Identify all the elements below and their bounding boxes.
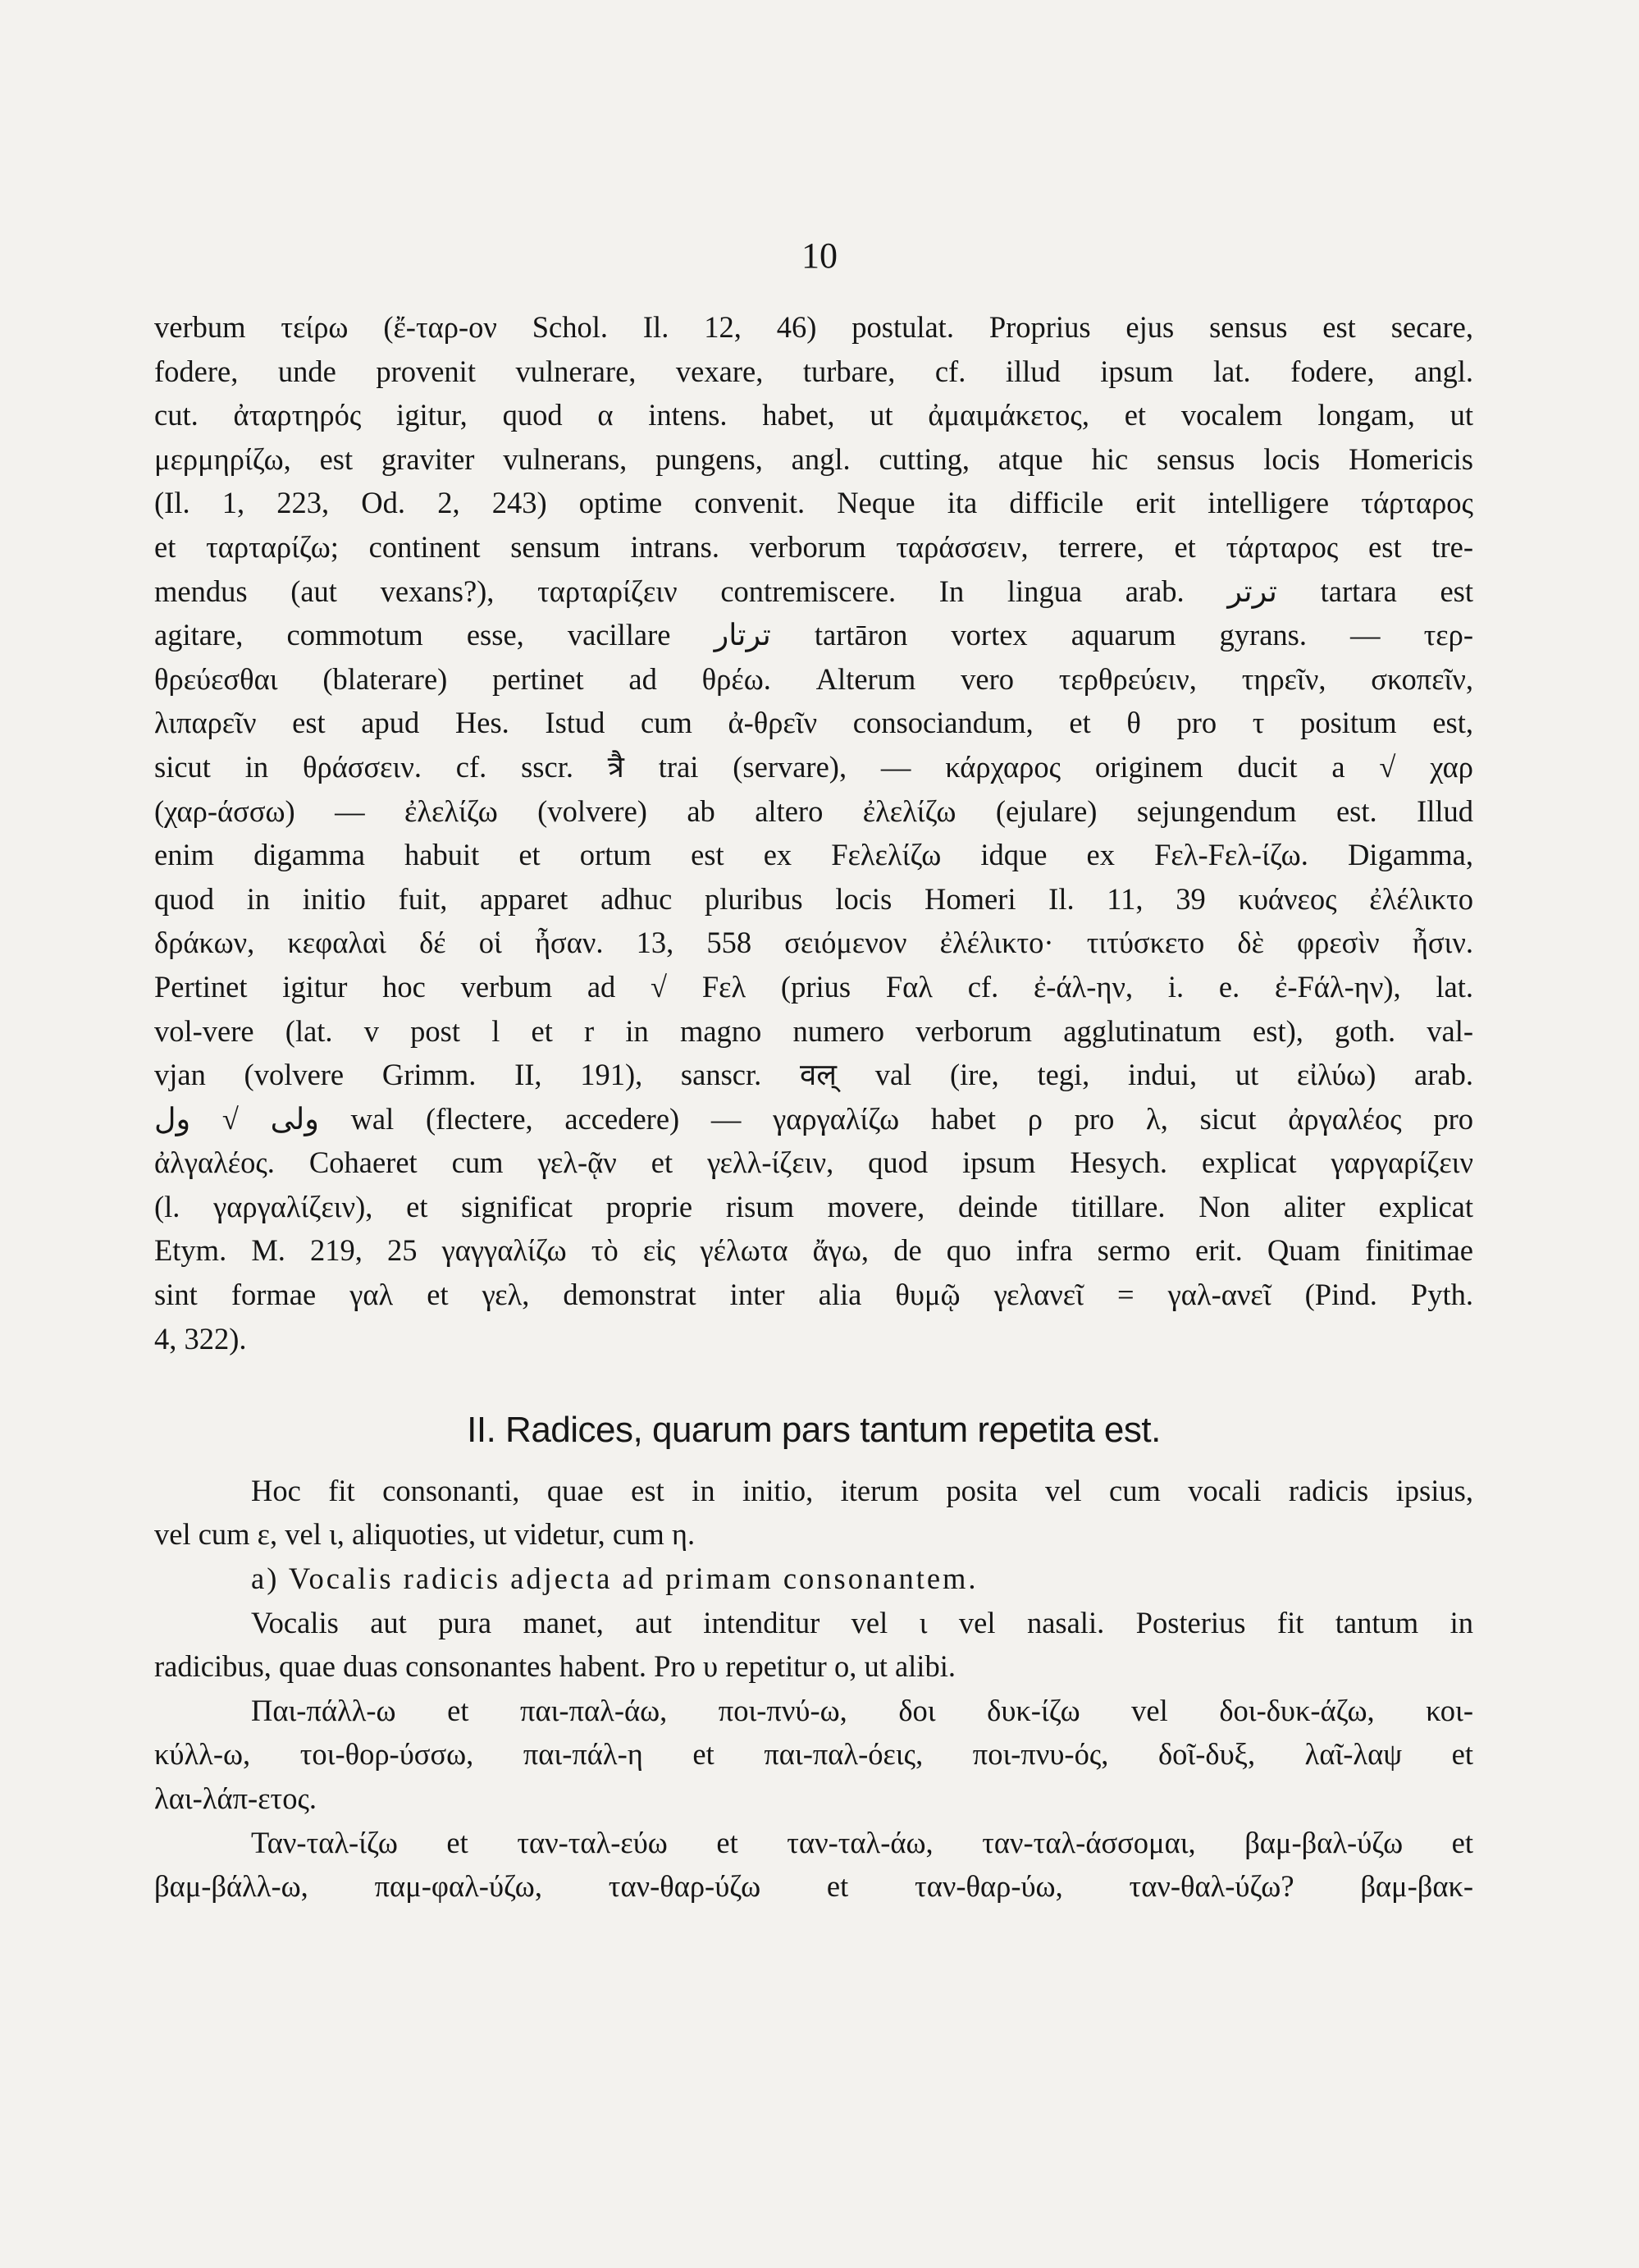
subsection-heading — [154, 1557, 1473, 1601]
text-line: cut. ἀταρτηρός igitur, quod α intens. habet, ut ἀμαιμάκετος, et vocalem longam, ut — [154, 398, 1473, 432]
text-line: radicibus, quae duas consonantes habent. Pro υ repetitur ο, ut alibi. — [154, 1649, 956, 1684]
paragraph-3 — [154, 1601, 1473, 1689]
text-line: Pertinet igitur hoc verbum ad √ Fελ (prius Fαλ cf. ἐ-άλ-ην, i. e. ἐ-Fάλ-ην), lat. — [154, 969, 1473, 1004]
text-line: ولى √ ول wal (flectere, accedere) — γαργαλίζω habet ρ pro λ, sicut ἀργαλέος pro — [154, 1101, 1473, 1136]
text-line: (l. γαργαλίζειν), et significat proprie risum movere, deinde titillare. Non aliter explicat — [154, 1189, 1473, 1223]
text-line: vjan (volvere Grimm. II, 191), sanscr. वल् val (ire, tegi, indui, ut εἰλύω) arab. — [154, 1058, 1473, 1092]
subsection-heading-text: a) Vocalis radicis adjecta ad primam consonantem. — [251, 1562, 979, 1596]
text-line: λιπαρεῖν est apud Hes. Istud cum ἀ-θρεῖν consociandum, et θ pro τ positum est, — [154, 706, 1473, 740]
text-line: sint formae γαλ et γελ, demonstrat inter alia θυμῷ γελανεῖ = γαλ-ανεῖ (Pind. Pyth. — [154, 1278, 1473, 1312]
paragraph-5 — [154, 1821, 1473, 1909]
text-line: βαμ-βάλλ-ω, παμ-φαλ-ύζω, ταν-θαρ-ύζω et ταν-θαρ-ύω, ταν-θαλ-ύζω? βαμ-βακ- — [154, 1869, 1473, 1904]
text-line: Hoc fit consonanti, quae est in initio, iterum posita vel cum vocali radicis ipsius, — [251, 1473, 1473, 1507]
text-line: mendus (aut vexans?), ταρταρίζειν contremiscere. In lingua arab. ترتر tartara est — [154, 574, 1473, 608]
text-line: et ταρταρίζω; continent sensum intrans. verborum ταράσσειν, terrere, et τάρταρος est tre- — [154, 529, 1473, 564]
paragraph-1 — [154, 305, 1473, 1360]
text-line: quod in initio fuit, apparet adhuc pluribus locis Homeri Il. 11, 39 κυάνεος ἐλέλικτο — [154, 881, 1473, 916]
text-line: μερμηρίζω, est graviter vulnerans, pungens, angl. cutting, atque hic sensus locis Homericis — [154, 441, 1473, 476]
text-line: (Il. 1, 223, Od. 2, 243) optime convenit. Neque ita difficile erit intelligere τάρταρος — [154, 486, 1473, 520]
text-line: λαι-λάπ-ετος. — [154, 1781, 317, 1815]
text-line: enim digamma habuit et ortum est ex Fελελίζω idque ex Fελ-Fελ-ίζω. Digamma, — [154, 838, 1473, 872]
text-line: Etym. M. 219, 25 γαγγαλίζω τὸ εἰς γέλωτα ἄγω, de quo infra sermo erit. Quam finitimae — [154, 1233, 1473, 1268]
text-line: (χαρ-άσσω) — ἐλελίζω (volvere) ab altero ἐλελίζω (ejulare) sejungendum est. Illud — [154, 793, 1473, 828]
page-number: 10 — [801, 235, 838, 276]
text-line: δράκων, κεφαλαὶ δέ οἱ ἦσαν. 13, 558 σειόμενον ἐλέλικτο· τιτύσκετο δὲ φρεσὶν ἦσιν. — [154, 926, 1473, 960]
text-line: θρεύεσθαι (blaterare) pertinet ad θρέω. Alterum vero τερθρεύειν, τηρεῖν, σκοπεῖν, — [154, 661, 1473, 696]
text-line: Παι-πάλλ-ω et παι-παλ-άω, ποι-πνύ-ω, δοι δυκ-ίζω vel δοι-δυκ-άζω, κοι- — [251, 1693, 1473, 1727]
paragraph-2 — [154, 1469, 1473, 1557]
text-line: agitare, commotum esse, vacillare ترتار tartāron vortex aquarum gyrans. — τερ- — [154, 618, 1473, 652]
text-line: verbum τείρω (ἔ-ταρ-ον Schol. Il. 12, 46) postulat. Proprius ejus sensus est secare, — [154, 310, 1473, 344]
text-line: κύλλ-ω, τοι-θορ-ύσσω, παι-πάλ-η et παι-παλ-όεις, ποι-πνυ-ός, δοῖ-δυξ, λαῖ-λαψ et — [154, 1737, 1473, 1772]
text-line: Vocalis aut pura manet, aut intenditur vel ι vel nasali. Posterius fit tantum in — [251, 1605, 1473, 1639]
text-line: Ταν-ταλ-ίζω et ταν-ταλ-εύω et ταν-ταλ-άω, ταν-ταλ-άσσομαι, βαμ-βαλ-ύζω et — [251, 1825, 1473, 1859]
body-text — [154, 305, 1473, 1909]
text-line: fodere, unde provenit vulnerare, vexare, turbare, cf. illud ipsum lat. fodere, angl. — [154, 354, 1473, 388]
text-line: ἀλγαλέος. Cohaeret cum γελ-ᾷν et γελλ-ίζειν, quod ipsum Hesych. explicat γαργαρίζειν — [154, 1145, 1473, 1180]
section-heading: II. Radices, quarum pars tantum repetita est. — [467, 1410, 1161, 1451]
text-line: vel cum ε, vel ι, aliquoties, ut videtur, cum η. — [154, 1517, 696, 1552]
text-line: 4, 322). — [154, 1321, 247, 1356]
text-line: vol-vere (lat. v post l et r in magno numero verborum agglutinatum est), goth. val- — [154, 1013, 1473, 1048]
paragraph-4 — [154, 1689, 1473, 1821]
text-line: sicut in θράσσειν. cf. sscr. त्रै trai (servare), — κάρχαρος originem ducit a √ χαρ — [154, 749, 1473, 784]
